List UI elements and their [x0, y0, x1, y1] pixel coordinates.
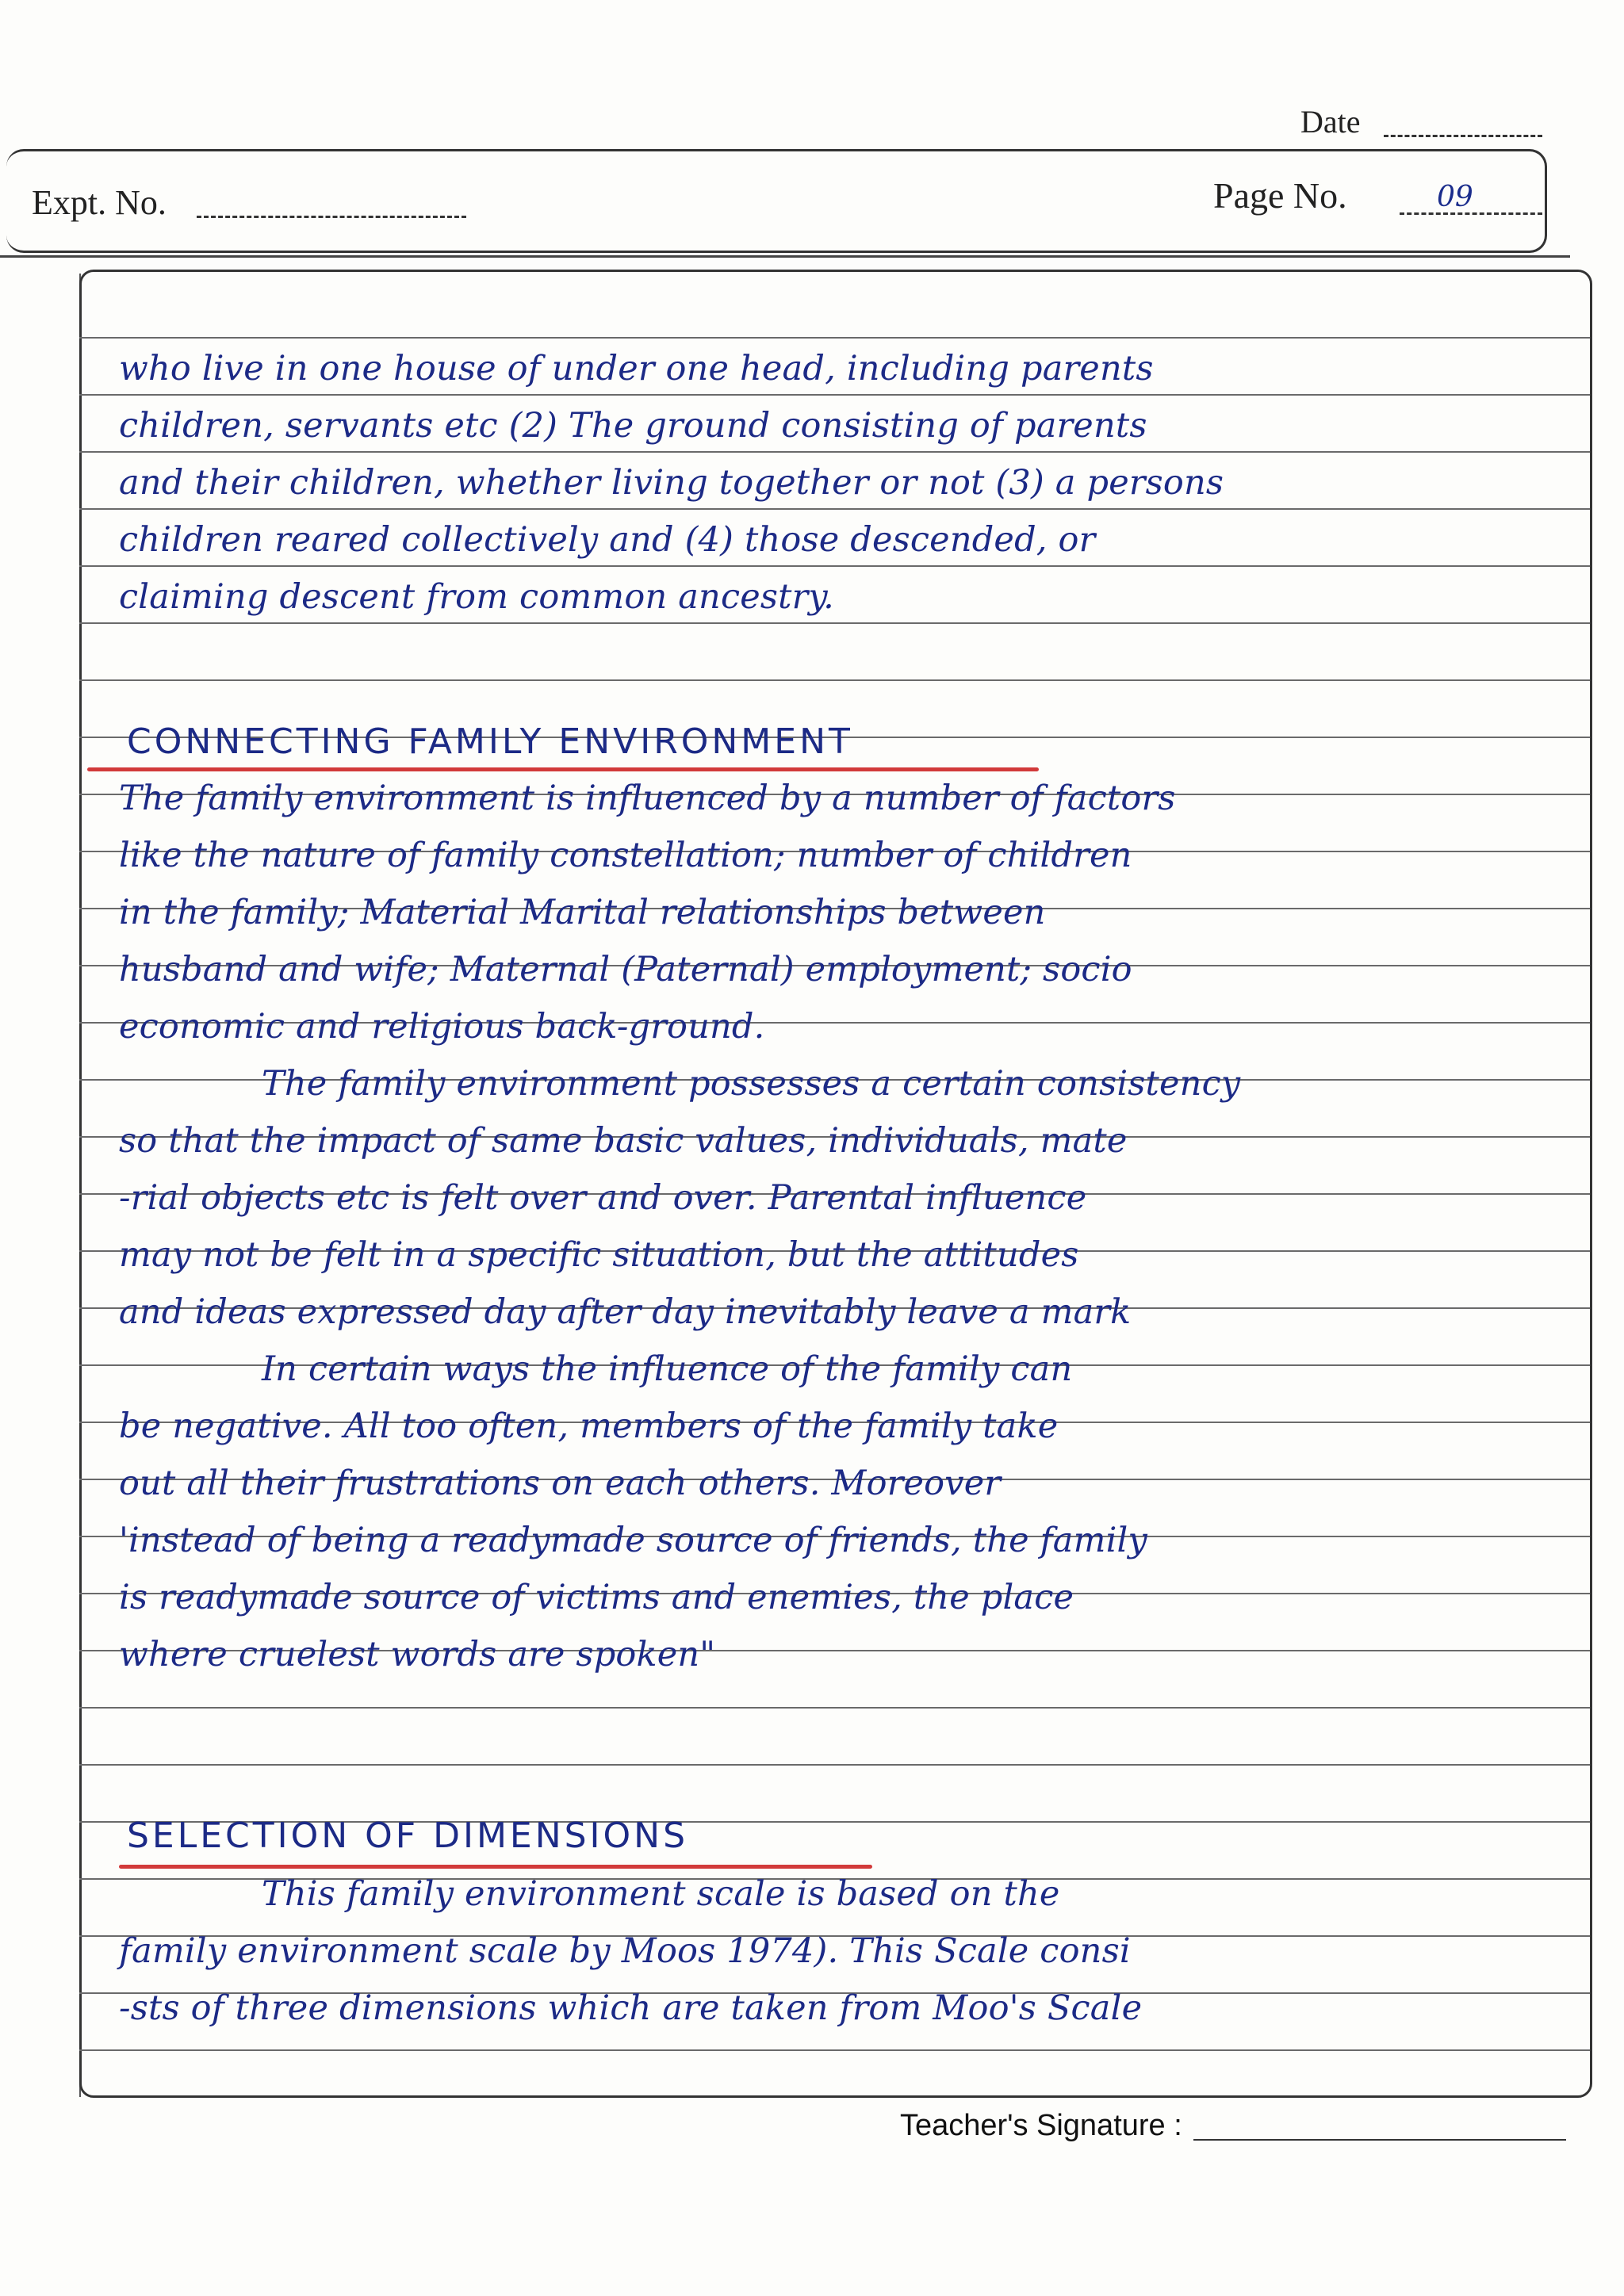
ruled-line	[79, 1707, 1590, 1709]
ruled-line	[79, 565, 1590, 567]
ruled-line	[79, 679, 1590, 681]
expt-no-blank	[197, 216, 466, 218]
ruled-line	[79, 508, 1590, 510]
paragraph-line: -sts of three dimensions which are taken from Moo's Scale	[119, 1988, 1143, 2028]
intro-line: children reared collectively and (4) those descended, or	[119, 520, 1096, 560]
ruled-line	[79, 2049, 1590, 2051]
paragraph-line: be negative. All too often, members of the family take	[119, 1406, 1059, 1446]
paragraph-line: 'instead of being a readymade source of friends, the family	[119, 1521, 1147, 1560]
intro-line: children, servants etc (2) The ground consisting of parents	[119, 406, 1147, 446]
paragraph-line: like the nature of family constellation; number of children	[119, 836, 1132, 875]
paragraph-line: is readymade source of victims and enemies, the place	[119, 1578, 1074, 1617]
section-heading-selection-of-dimensions: SELECTION OF DIMENSIONS	[127, 1816, 688, 1856]
teacher-signature-label: Teacher's Signature :	[900, 2109, 1182, 2142]
ruled-line	[79, 1764, 1590, 1766]
paragraph-line: economic and religious back-ground.	[119, 1007, 765, 1047]
paragraph-line: so that the impact of same basic values, individuals, mate	[119, 1121, 1128, 1161]
expt-no-label: Expt. No.	[32, 183, 167, 222]
paragraph-line: husband and wife; Maternal (Paternal) employment; socio	[119, 950, 1132, 989]
ruled-line	[79, 622, 1590, 624]
paragraph-line: family environment scale by Moos 1974). This Scale consi	[119, 1931, 1131, 1971]
paragraph-line: In certain ways the influence of the family can	[262, 1349, 1073, 1389]
paragraph-line: out all their frustrations on each others. Moreover	[119, 1464, 1002, 1503]
date-label: Date	[1300, 104, 1361, 140]
intro-line: who live in one house of under one head, including parents	[119, 349, 1154, 388]
paragraph-line: where cruelest words are spoken"	[119, 1635, 716, 1674]
paragraph-line: The family environment is influenced by a number of factors	[119, 779, 1176, 818]
header-divider	[0, 255, 1570, 258]
paragraph-line: This family environment scale is based on the	[262, 1874, 1060, 1914]
paragraph-line: -rial objects etc is felt over and over. Parental influence	[119, 1178, 1087, 1218]
page-no-label: Page No.	[1213, 175, 1347, 216]
intro-line: and their children, whether living together or not (3) a persons	[119, 463, 1224, 503]
date-blank	[1384, 135, 1542, 137]
paragraph-line: and ideas expressed day after day inevitably leave a mark	[119, 1292, 1132, 1332]
paragraph-line: in the family; Material Marital relationships between	[119, 893, 1046, 932]
ruled-line	[79, 451, 1590, 453]
paragraph-line: may not be felt in a specific situation, but the attitudes	[119, 1235, 1079, 1275]
intro-line: claiming descent from common ancestry.	[119, 577, 835, 617]
heading-underline	[87, 767, 1039, 771]
paragraph-line: The family environment possesses a certain consistency	[262, 1064, 1241, 1104]
page-no-value: 09	[1437, 181, 1473, 213]
teacher-signature-blank	[1193, 2139, 1566, 2141]
section-heading-family-environment: CONNECTING FAMILY ENVIRONMENT	[127, 721, 853, 762]
margin-line	[0, 274, 81, 2097]
ruled-line	[79, 337, 1590, 339]
heading-underline	[119, 1865, 872, 1869]
ruled-line	[79, 394, 1590, 396]
